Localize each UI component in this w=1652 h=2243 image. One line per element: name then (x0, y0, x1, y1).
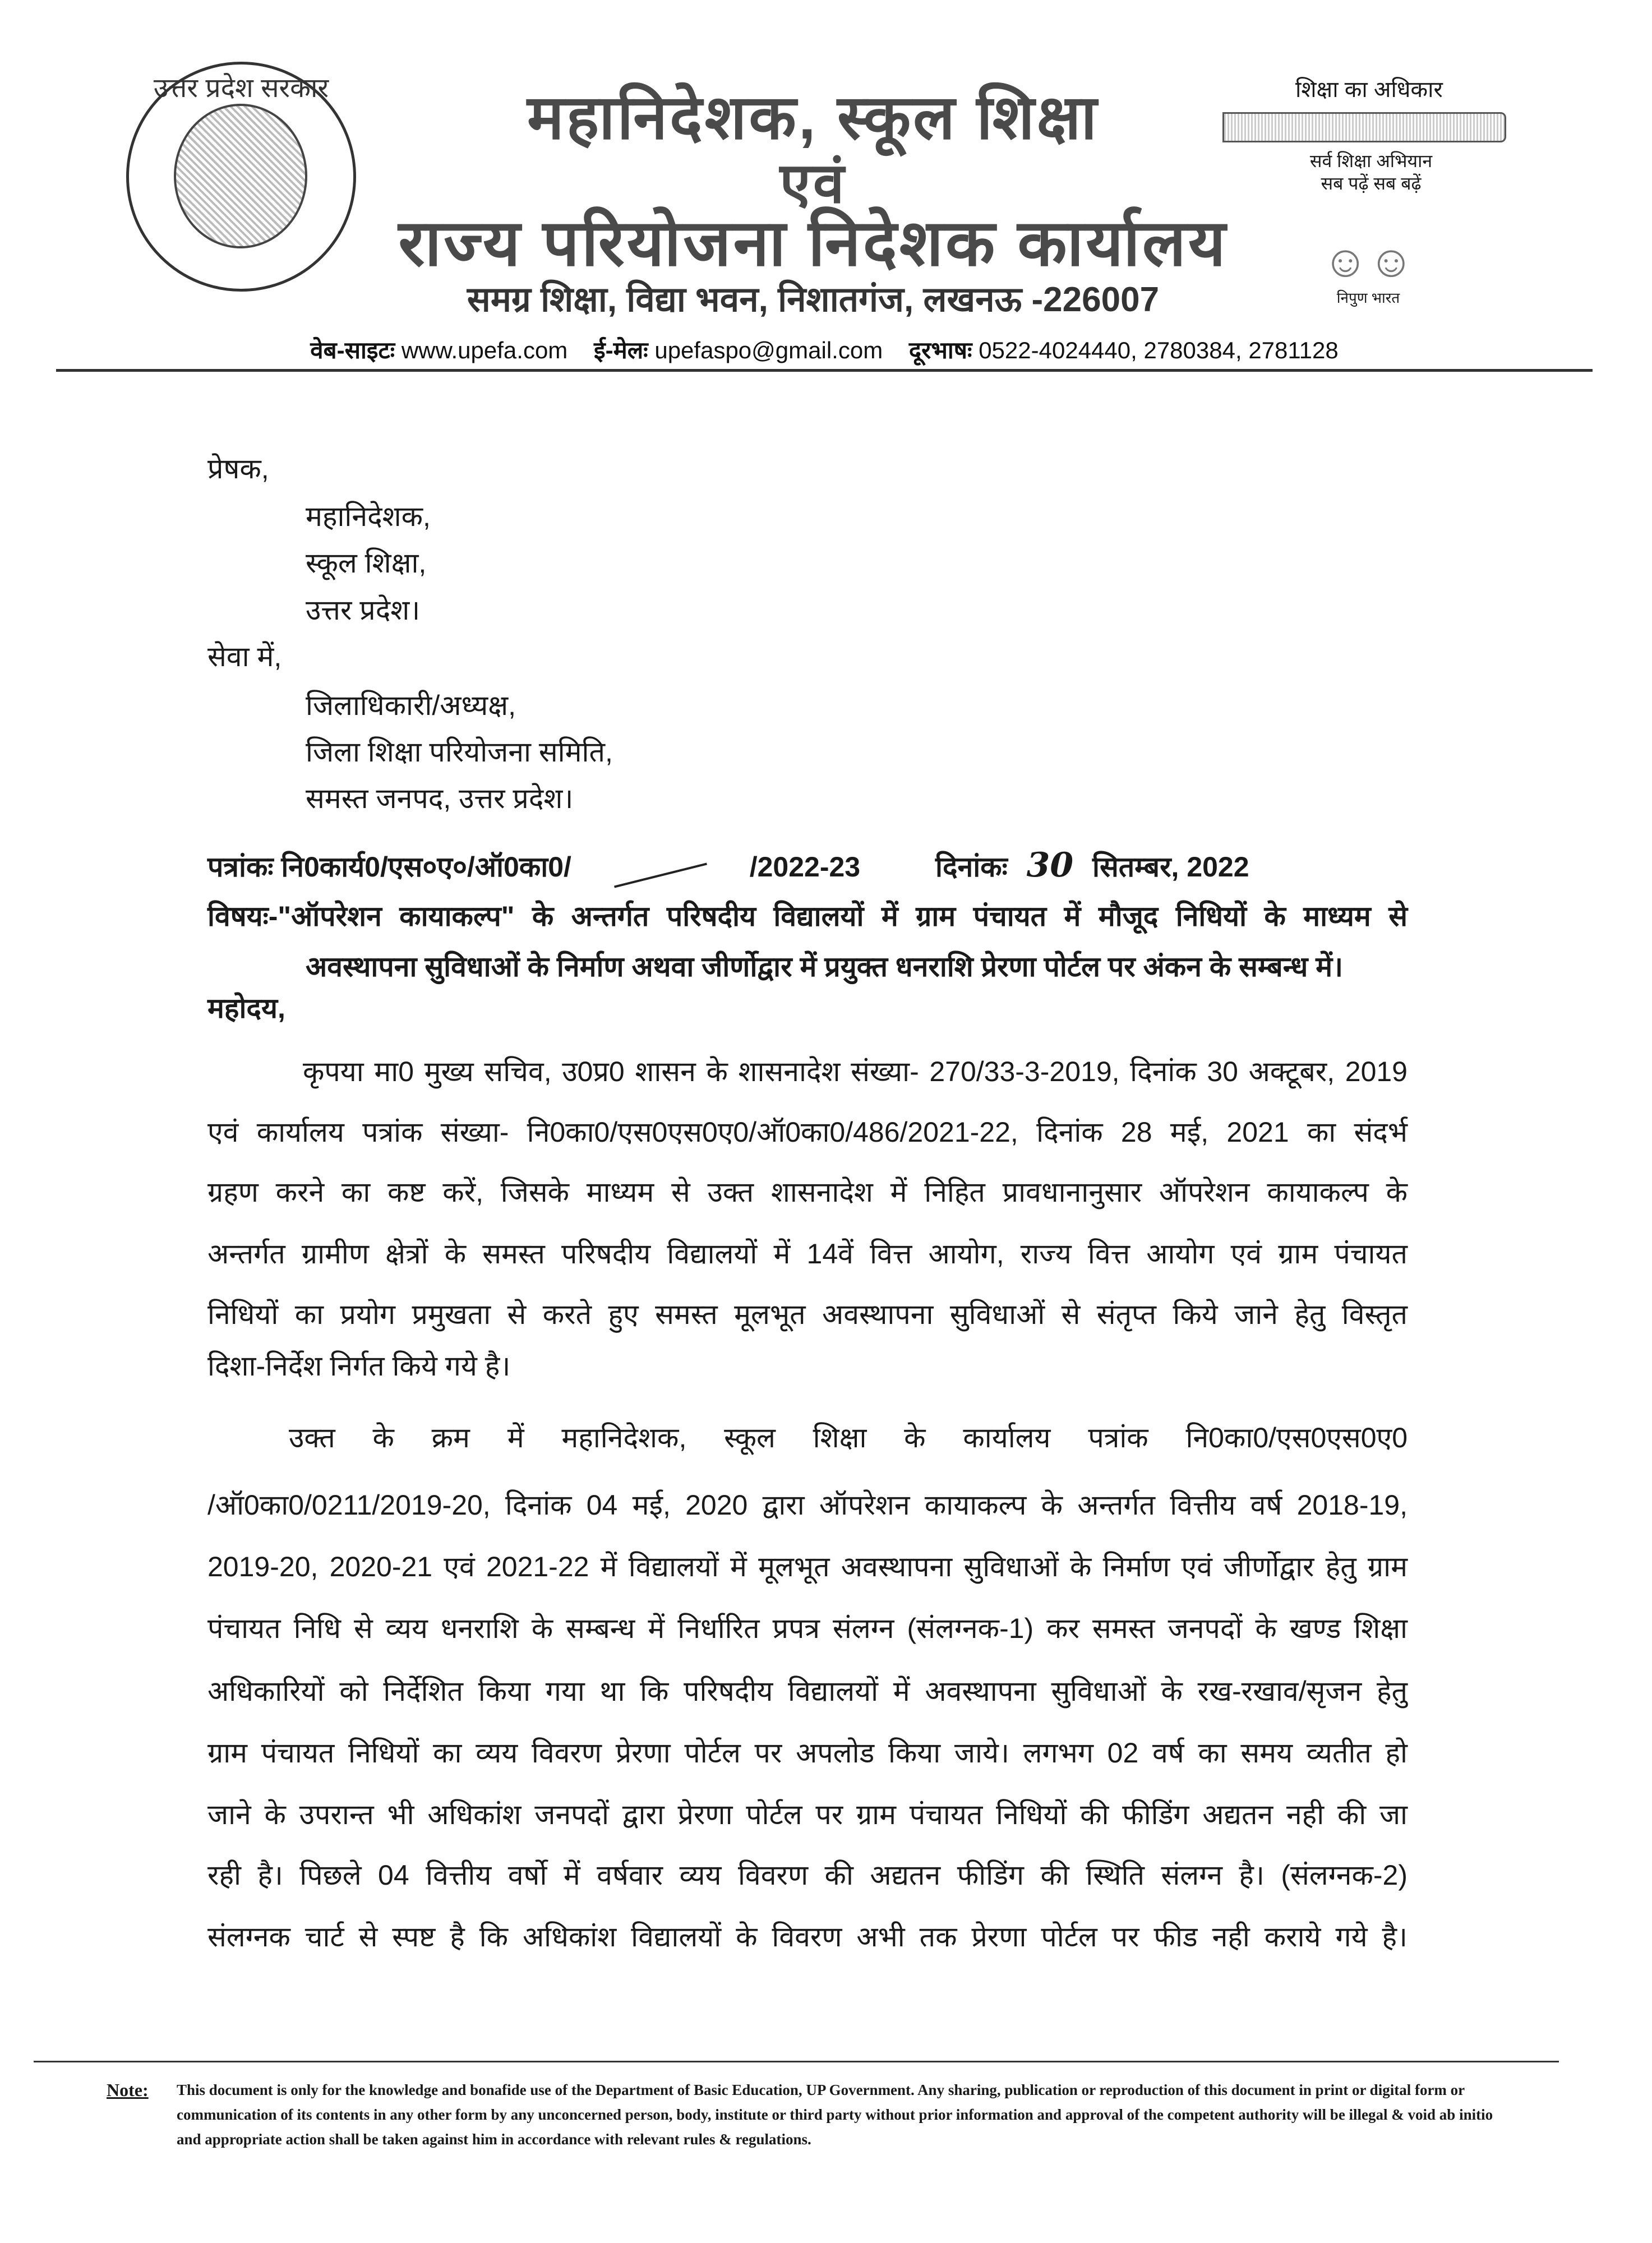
recipient-line: जिलाधिकारी/अध्यक्ष, (306, 690, 516, 721)
office-title-line1: महानिदेशक, स्कूल शिक्षा (527, 83, 1100, 152)
recipient-label: सेवा में, (207, 641, 282, 672)
paragraph-line: ग्राम पंचायत निधियों का व्यय विवरण प्रेरणा पोर्टल पर अपलोड किया जाये। लगभग 02 वर्ष का समय व्यतीत हो (207, 1737, 1408, 1769)
footer-note (107, 2078, 1508, 2152)
ssa-line2: सब पढ़ें सब बढ़ें (1321, 173, 1422, 193)
email-label: ई-मेलः (593, 337, 648, 363)
sender-label: प्रेषक, (207, 453, 269, 484)
paragraph-line: पंचायत निधि से व्यय धनराशि के सम्बन्ध में निर्धारित प्रपत्र संलग्न (संलग्नक-1) कर समस्त जनपदों के खण्ड शिक्षा (207, 1613, 1408, 1644)
letter-number: पत्रांकः नि0कार्य0/एस०ए०/ऑ0का0/ (207, 851, 571, 883)
header-divider (56, 369, 1593, 372)
sender-line: उत्तर प्रदेश। (306, 594, 421, 626)
ssa-line1: सर्व शिक्षा अभियान (1309, 151, 1433, 171)
nipun-label: निपुण भारत (1336, 289, 1400, 306)
office-title-line3: राज्य परियोजना निदेशक कार्यालय (398, 207, 1228, 279)
seal-emblem-icon (174, 104, 307, 248)
paragraph-line: दिशा-निर्देश निर्गत किये गये है। (207, 1350, 511, 1382)
paragraph-line: संलग्नक चार्ट से स्पष्ट है कि अधिकांश विद्यालयों के विवरण अभी तक प्रेरणा पोर्टल पर फीड नही कराये गये है। (207, 1921, 1408, 1953)
sender-line: स्कूल शिक्षा, (306, 547, 427, 579)
reference-line (207, 846, 1408, 885)
paragraph-line: /ऑ0का0/0211/2019-20, दिनांक 04 मई, 2020 द्वारा ऑपरेशन कायाकल्प के अन्तर्गत वित्तीय वर्ष 2018-19, (207, 1489, 1408, 1521)
paragraph-line: ग्रहण करने का कष्ट करें, जिसके माध्यम से उक्त शासनादेश में निहित प्रावधानानुसार ऑपरेशन कायाकल्प के (207, 1176, 1408, 1208)
date-day-handwritten: 30 (1026, 846, 1074, 885)
subject-line1: विषयः-"ऑपरेशन कायाकल्प" के अन्तर्गत परिषदीय विद्यालयों में ग्राम पंचायत में मौजूद निधियों के माध्यम से (207, 901, 1408, 932)
email-link[interactable]: upefaspo@gmail.com (654, 337, 883, 363)
seal-text: उत्तर प्रदेश सरकार (153, 73, 329, 103)
website-label: वेब-साइटः (310, 337, 395, 363)
handwritten-stroke (614, 862, 707, 888)
office-title-line2: एवं (779, 152, 847, 215)
recipient-line: समस्त जनपद, उत्तर प्रदेश। (306, 783, 574, 814)
paragraph-line: अधिकारियों को निर्देशित किया गया था कि परिषदीय विद्यालयों में अवस्थापना सुविधाओं के रख-रखाव/सृजन हेतु (207, 1676, 1408, 1707)
office-address: समग्र शिक्षा, विद्या भवन, निशातगंज, लखनऊ -226007 (467, 280, 1160, 319)
sarva-shiksha-abhiyan-logo (1206, 34, 1520, 193)
letter-year: /2022-23 (749, 851, 861, 883)
note-text: This document is only for the knowledge and bonafide use of the Department of Basic Education, UP Government. Any sharing, publication or reproduction of this document in print or digital form or communication of its contents in any other form by any unconcerned person, body, institute or third party without prior information and approval of the competent authority will be illegal & void ab initio and appropriate action shall be taken against him in accordance with relevant rules & regulations. (177, 2082, 1493, 2148)
footer-divider (34, 2061, 1559, 2062)
up-government-seal (126, 62, 356, 292)
paragraph-line: जाने के उपरान्त भी अधिकांश जनपदों द्वारा प्रेरणा पोर्टल पर ग्राम पंचायत निधियों की फीडिंग अद्यतन नही की जा (207, 1799, 1408, 1830)
contact-line (236, 334, 1413, 366)
salutation: महोदय, (207, 993, 285, 1024)
paragraph-line: रही है। पिछले 04 वित्तीय वर्षो में वर्षवार व्यय विवरण की अद्यतन फीडिंग की स्थिति संलग्न है। (संलग्नक-2) (207, 1859, 1408, 1891)
phone-label: दूरभाषः (908, 337, 972, 363)
nipun-bharat-logo (1312, 236, 1424, 307)
ssa-badge-text: शिक्षा का अधिकार (1295, 77, 1443, 102)
phone-numbers: 0522-4024440, 2780384, 2781128 (979, 337, 1339, 363)
pencil-icon (1222, 112, 1506, 142)
paragraph-line: 2019-20, 2020-21 एवं 2021-22 में विद्यालयों में मूलभूत अवस्थापना सुविधाओं के निर्माण एवं जीर्णोद्वार हेतु ग्राम (207, 1551, 1408, 1582)
paragraph-line: एवं कार्यालय पत्रांक संख्या- नि0का0/एस0एस0ए0/ऑ0का0/486/2021-22, दिनांक 28 मई, 2021 का संदर्भ (207, 1116, 1408, 1148)
paragraph-line: कृपया मा0 मुख्य सचिव, उ0प्र0 शासन के शासनादेश संख्या- 270/33-3-2019, दिनांक 30 अक्टूबर, 2019 (303, 1056, 1408, 1087)
recipient-line: जिला शिक्षा परियोजना समिति, (306, 736, 613, 768)
note-label: Note: (107, 2080, 149, 2100)
subject-line2: अवस्थापना सुविधाओं के निर्माण अथवा जीर्णोद्वार में प्रयुक्त धनराशि प्रेरणा पोर्टल पर अंकन के सम्बन्ध में। (306, 951, 1344, 982)
website-link[interactable]: www.upefa.com (401, 337, 568, 363)
paragraph-line: निधियों का प्रयोग प्रमुखता से करते हुए समस्त मूलभूत अवस्थापना सुविधाओं से संतृप्त किये जाने हेतु विस्तृत (207, 1299, 1408, 1330)
date-label: दिनांकः (935, 851, 1008, 883)
sender-line: महानिदेशक, (306, 501, 431, 532)
children-icon: ☺☺ (1322, 236, 1414, 286)
date-month-year: सितम्बर, 2022 (1092, 851, 1249, 883)
paragraph-line: उक्त के क्रम में महानिदेशक, स्कूल शिक्षा के कार्यालय पत्रांक नि0का0/एस0एस0ए0 (289, 1422, 1408, 1453)
paragraph-line: अन्तर्गत ग्रामीण क्षेत्रों के समस्त परिषदीय विद्यालयों में 14वें वित्त आयोग, राज्य वित्त आयोग एवं ग्राम पंचायत (207, 1238, 1408, 1270)
